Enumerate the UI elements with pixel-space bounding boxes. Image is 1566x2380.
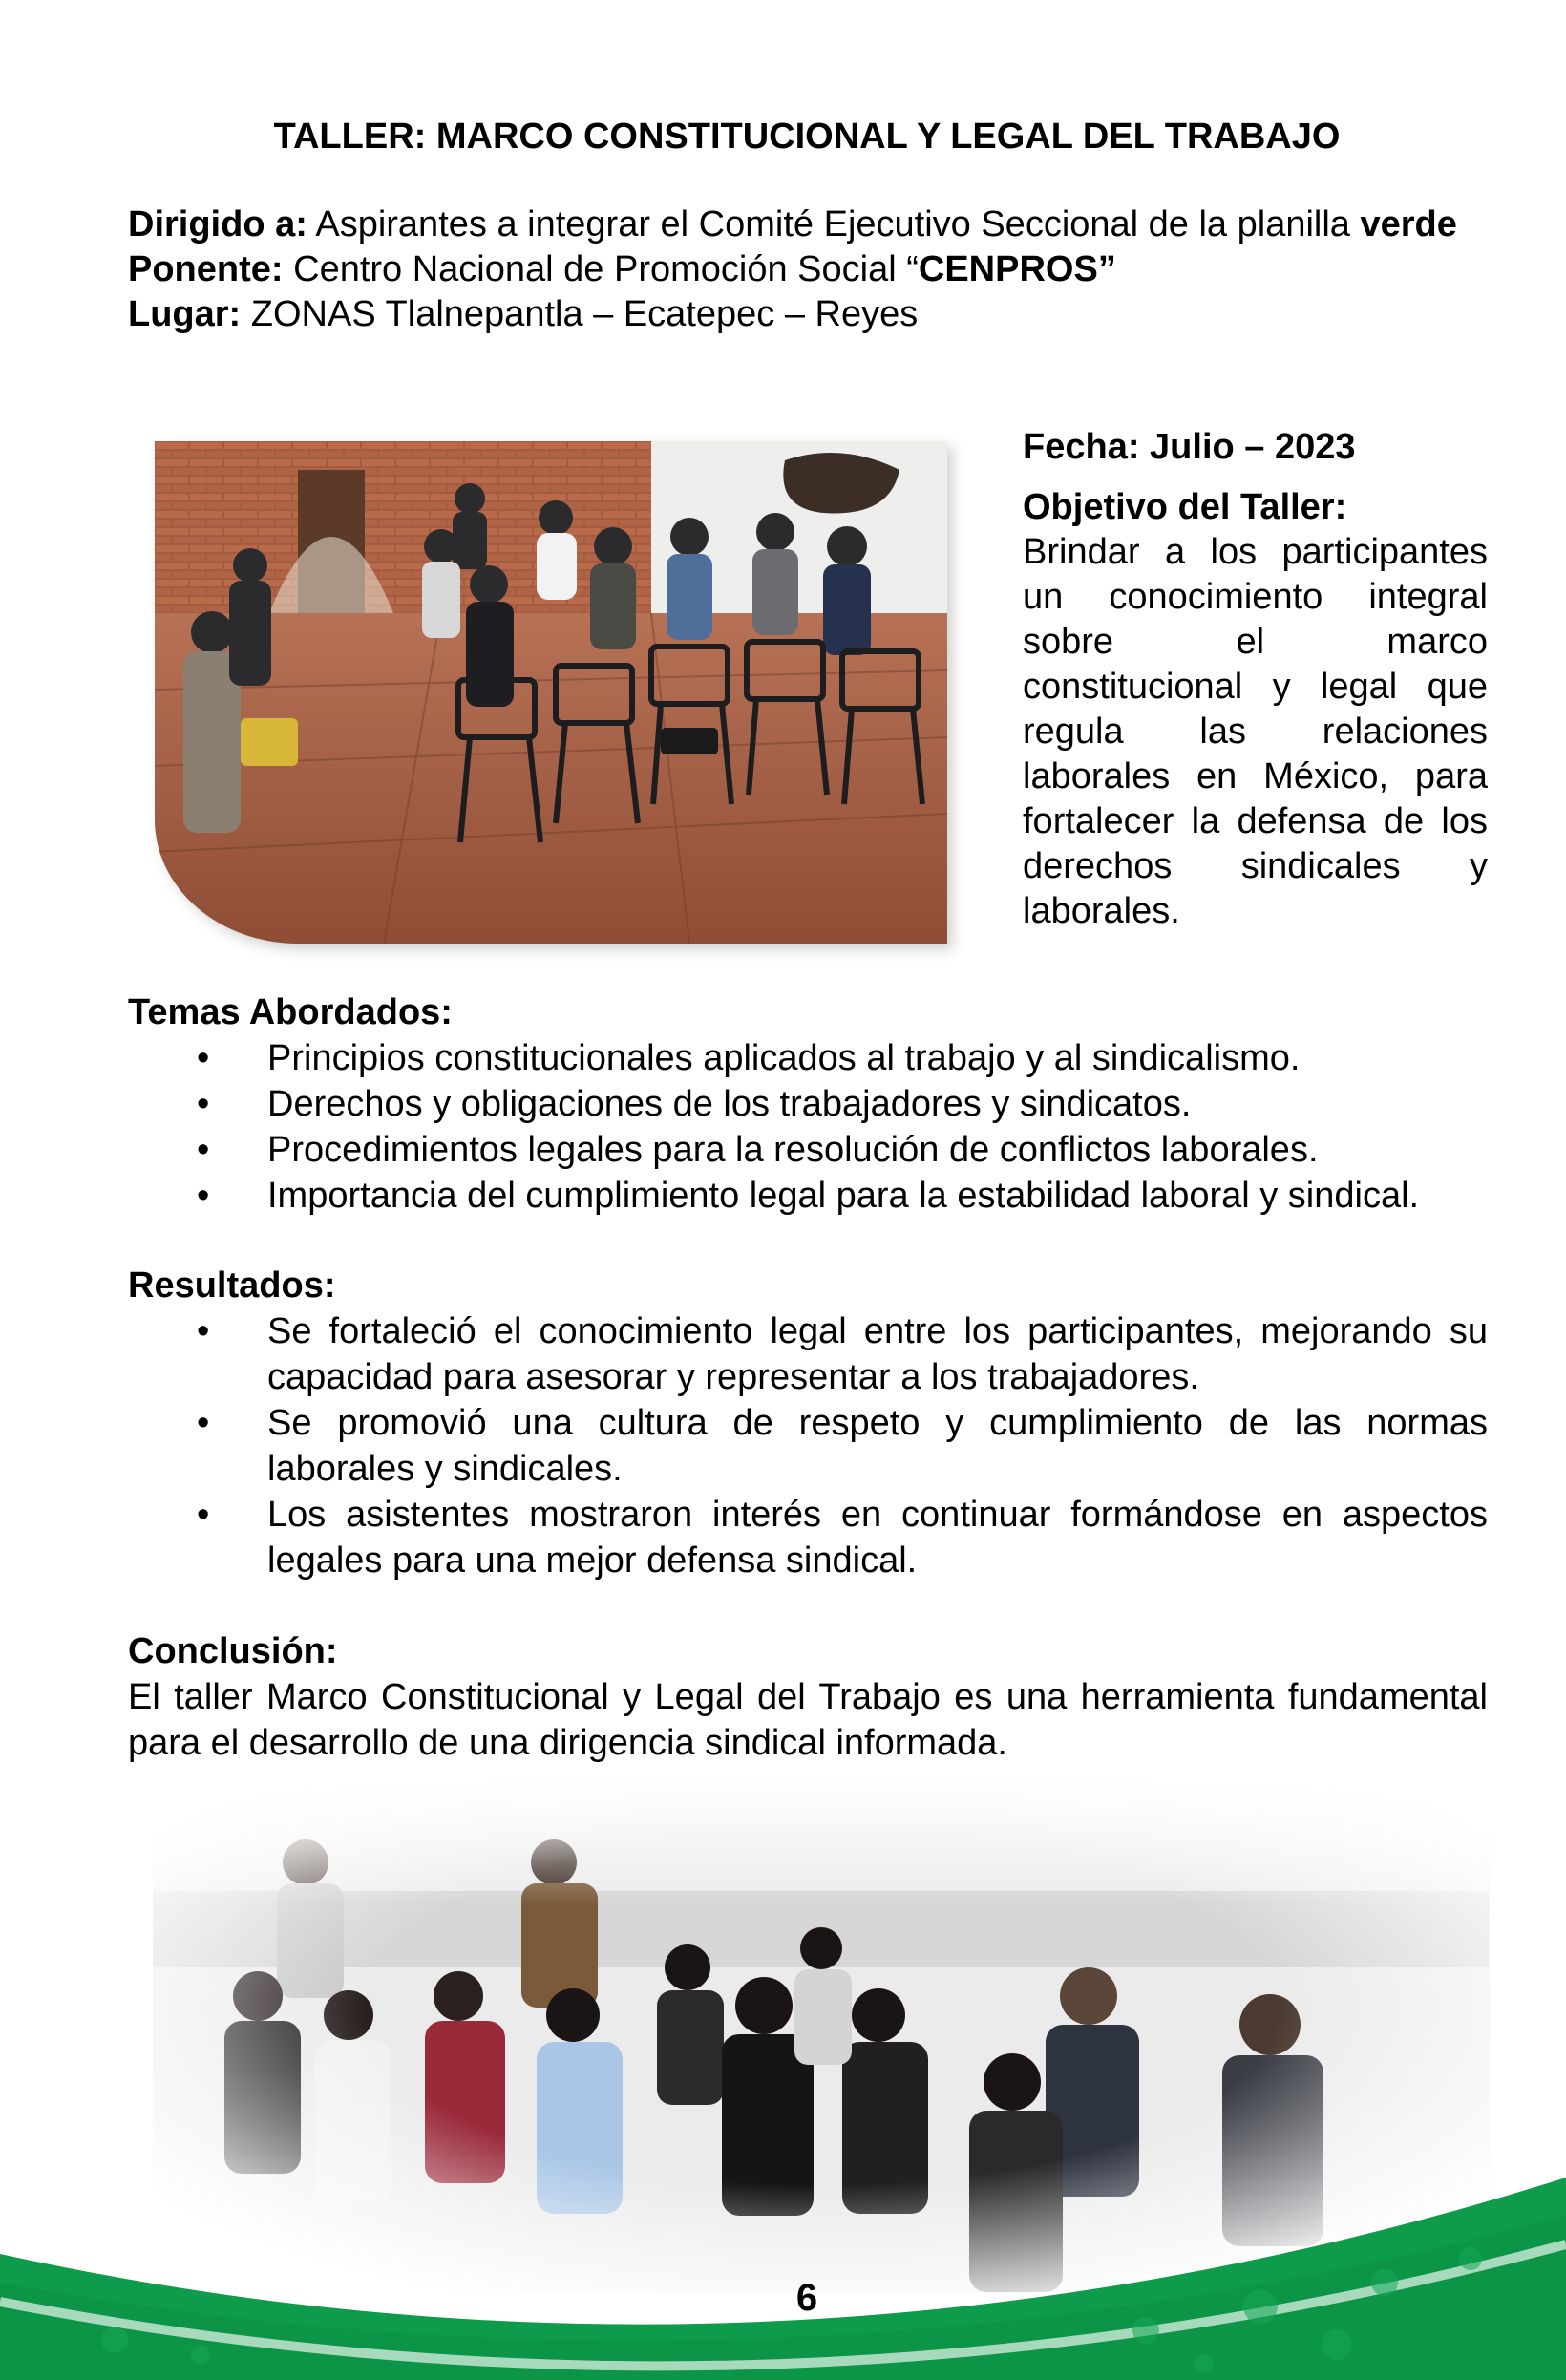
temas-list <box>128 1035 1488 1219</box>
objetivo-text: Brindar a los participantes un conocimiento integral sobre el marco constitucional y legal que regula las relaciones laborales en México, para fortalecer la defensa de los derechos sindicales y laborales. <box>1023 532 1488 931</box>
lugar-line <box>128 292 1488 337</box>
list-item: • Importancia del cumplimiento legal para la estabilidad laboral y sindical. <box>128 1173 1488 1219</box>
ponente-text: Centro Nacional de Promoción Social “ <box>283 249 919 289</box>
page-number: 6 <box>795 2277 818 2319</box>
dirigido-label: Dirigido a: <box>128 204 307 244</box>
page-title: TALLER: MARCO CONSTITUCIONAL Y LEGAL DEL TRABAJO <box>273 117 1341 157</box>
temas-title: Temas Abordados: <box>128 992 453 1032</box>
list-item: • Los asistentes mostraron interés en continuar formándose en aspectos legales para una mejor defensa sindical. <box>128 1492 1488 1583</box>
workshop-photo-room <box>155 441 947 944</box>
resultados-title: Resultados: <box>128 1265 336 1306</box>
workshop-meta <box>128 202 1488 337</box>
conclusion-text: El taller Marco Constitucional y Legal del Trabajo es una herramienta fundamental para el desarrollo de una dirigencia sindical informada. <box>128 1677 1488 1763</box>
conclusion-title: Conclusión: <box>128 1631 338 1671</box>
objetivo-title: Objetivo del Taller: <box>1023 487 1347 527</box>
dirigido-bold: verde <box>1360 204 1457 244</box>
dirigido-line <box>128 202 1488 247</box>
lugar-label: Lugar: <box>128 294 242 334</box>
dirigido-text: Aspirantes a integrar el Comité Ejecutivo Seccional de la planilla <box>307 204 1361 244</box>
ponente-line <box>128 247 1488 292</box>
fecha: Fecha: Julio – 2023 <box>1023 427 1356 467</box>
footer-wave <box>0 2139 1566 2380</box>
lugar-text: ZONAS Tlalnepantla – Ecatepec – Reyes <box>241 294 919 334</box>
sidebar-info <box>1023 425 1488 934</box>
list-item: • Derechos y obligaciones de los trabajadores y sindicatos. <box>128 1081 1488 1127</box>
temas-section <box>128 989 1488 1219</box>
resultados-list <box>128 1308 1488 1583</box>
resultados-section <box>128 1263 1488 1583</box>
conclusion-section <box>128 1628 1488 1766</box>
list-item: • Se fortaleció el conocimiento legal entre los participantes, mejorando su capacidad para asesorar y representar a los trabajadores. <box>128 1308 1488 1400</box>
list-item: • Principios constitucionales aplicados al trabajo y al sindicalismo. <box>128 1035 1488 1081</box>
ponente-label: Ponente: <box>128 249 284 289</box>
ponente-bold: CENPROS” <box>918 249 1116 289</box>
list-item: • Se promovió una cultura de respeto y cumplimiento de las normas laborales y sindicales. <box>128 1400 1488 1492</box>
list-item: • Procedimientos legales para la resolución de conflictos laborales. <box>128 1127 1488 1173</box>
